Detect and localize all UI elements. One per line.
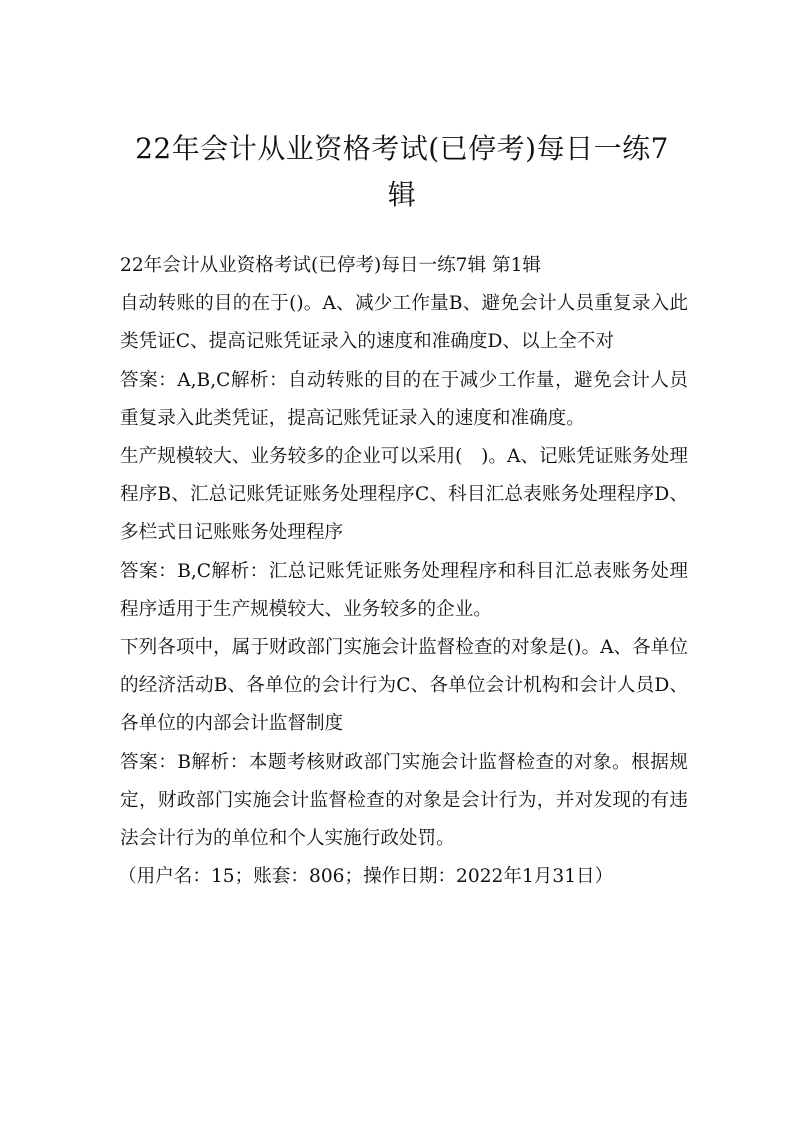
question-1: 自动转账的目的在于()。A、减少工作量B、避免会计人员重复录入此类凭证C、提高记账凭证录入的速度和准确度D、以上全不对 (120, 293, 688, 353)
title-line-1: 22年会计从业资格考试(已停考)每日一练7 (135, 132, 669, 165)
answer-1: 答案：A,B,C解析：自动转账的目的在于减少工作量，避免会计人员重复录入此类凭证，提高记账凭证录入的速度和准确度。 (120, 369, 688, 429)
answer-2: 答案：B,C解析：汇总记账凭证账务处理程序和科目汇总表账务处理程序适用于生产规模较大、业务较多的企业。 (120, 560, 688, 620)
footer-note: （用户名：15；账套：806；操作日期：2022年1月31日） (118, 866, 614, 888)
section-heading: 22年会计从业资格考试(已停考)每日一练7辑 第1辑 (120, 255, 542, 276)
document-title (108, 126, 696, 218)
question-2: 生产规模较大、业务较多的企业可以采用( )。A、记账凭证账务处理程序B、汇总记账凭证账务处理程序C、科目汇总表账务处理程序D、多栏式日记账账务处理程序 (120, 446, 688, 544)
answer-3: 答案：B解析：本题考核财政部门实施会计监督检查的对象。根据规定，财政部门实施会计监督检查的对象是会计行为，并对发现的有违法会计行为的单位和个人实施行政处罚。 (120, 751, 688, 850)
question-3: 下列各项中，属于财政部门实施会计监督检查的对象是()。A、各单位的经济活动B、各单位的会计行为C、各单位会计机构和会计人员D、各单位的内部会计监督制度 (120, 637, 688, 735)
title-line-2: 辑 (387, 178, 417, 211)
document-body (120, 247, 688, 896)
